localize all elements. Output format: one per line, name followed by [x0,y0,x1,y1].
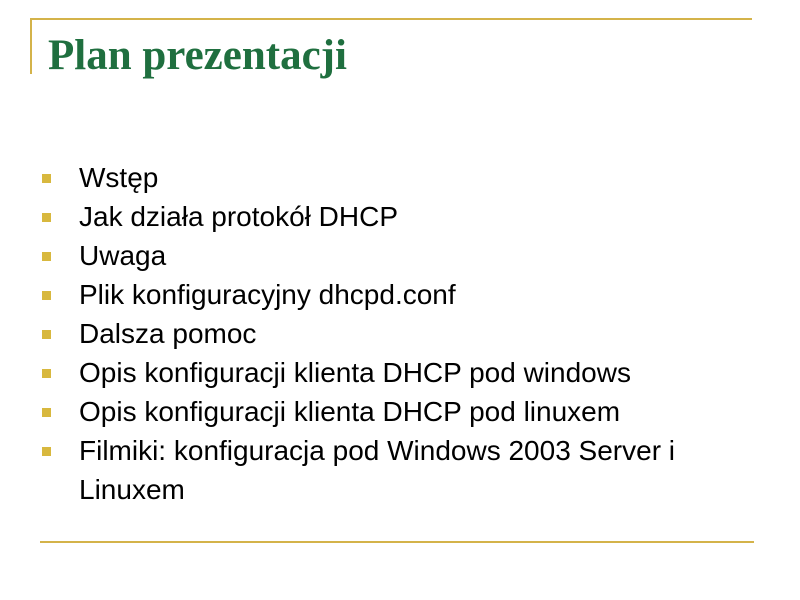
agenda-item-label: Wstęp [79,162,159,193]
agenda-item-config-file [40,275,770,314]
square-bullet-icon [42,213,51,222]
square-bullet-icon [42,291,51,300]
agenda-item-further-help [40,314,770,353]
square-bullet-icon [42,369,51,378]
agenda-item-videos [40,431,770,509]
agenda-item-uwaga [40,236,770,275]
left-decorative-rule [30,18,32,74]
agenda-item-wstep [40,158,770,197]
agenda-item-label: Plik konfiguracyjny dhcpd.conf [79,279,456,310]
agenda-item-linux-client [40,392,770,431]
agenda-item-label: Jak działa protokół DHCP [79,201,399,232]
square-bullet-icon [42,174,51,183]
agenda-item-label: Uwaga [79,240,167,271]
square-bullet-icon [42,408,51,417]
agenda-item-windows-client [40,353,770,392]
agenda-item-label: Opis konfiguracji klienta DHCP pod windows [79,357,631,388]
bottom-decorative-rule [40,541,754,543]
square-bullet-icon [42,252,51,261]
agenda-item-label: Opis konfiguracji klienta DHCP pod linuxem [79,396,621,427]
square-bullet-icon [42,447,51,456]
agenda-item-label: Dalsza pomoc [79,318,257,349]
agenda-item-dhcp-protocol [40,197,770,236]
slide-title: Plan prezentacji [48,32,347,79]
top-decorative-rule [30,18,752,20]
agenda-item-label: Filmiki: konfiguracja pod Windows 2003 Server i Linuxem [79,435,676,505]
agenda-list [40,158,770,509]
square-bullet-icon [42,330,51,339]
